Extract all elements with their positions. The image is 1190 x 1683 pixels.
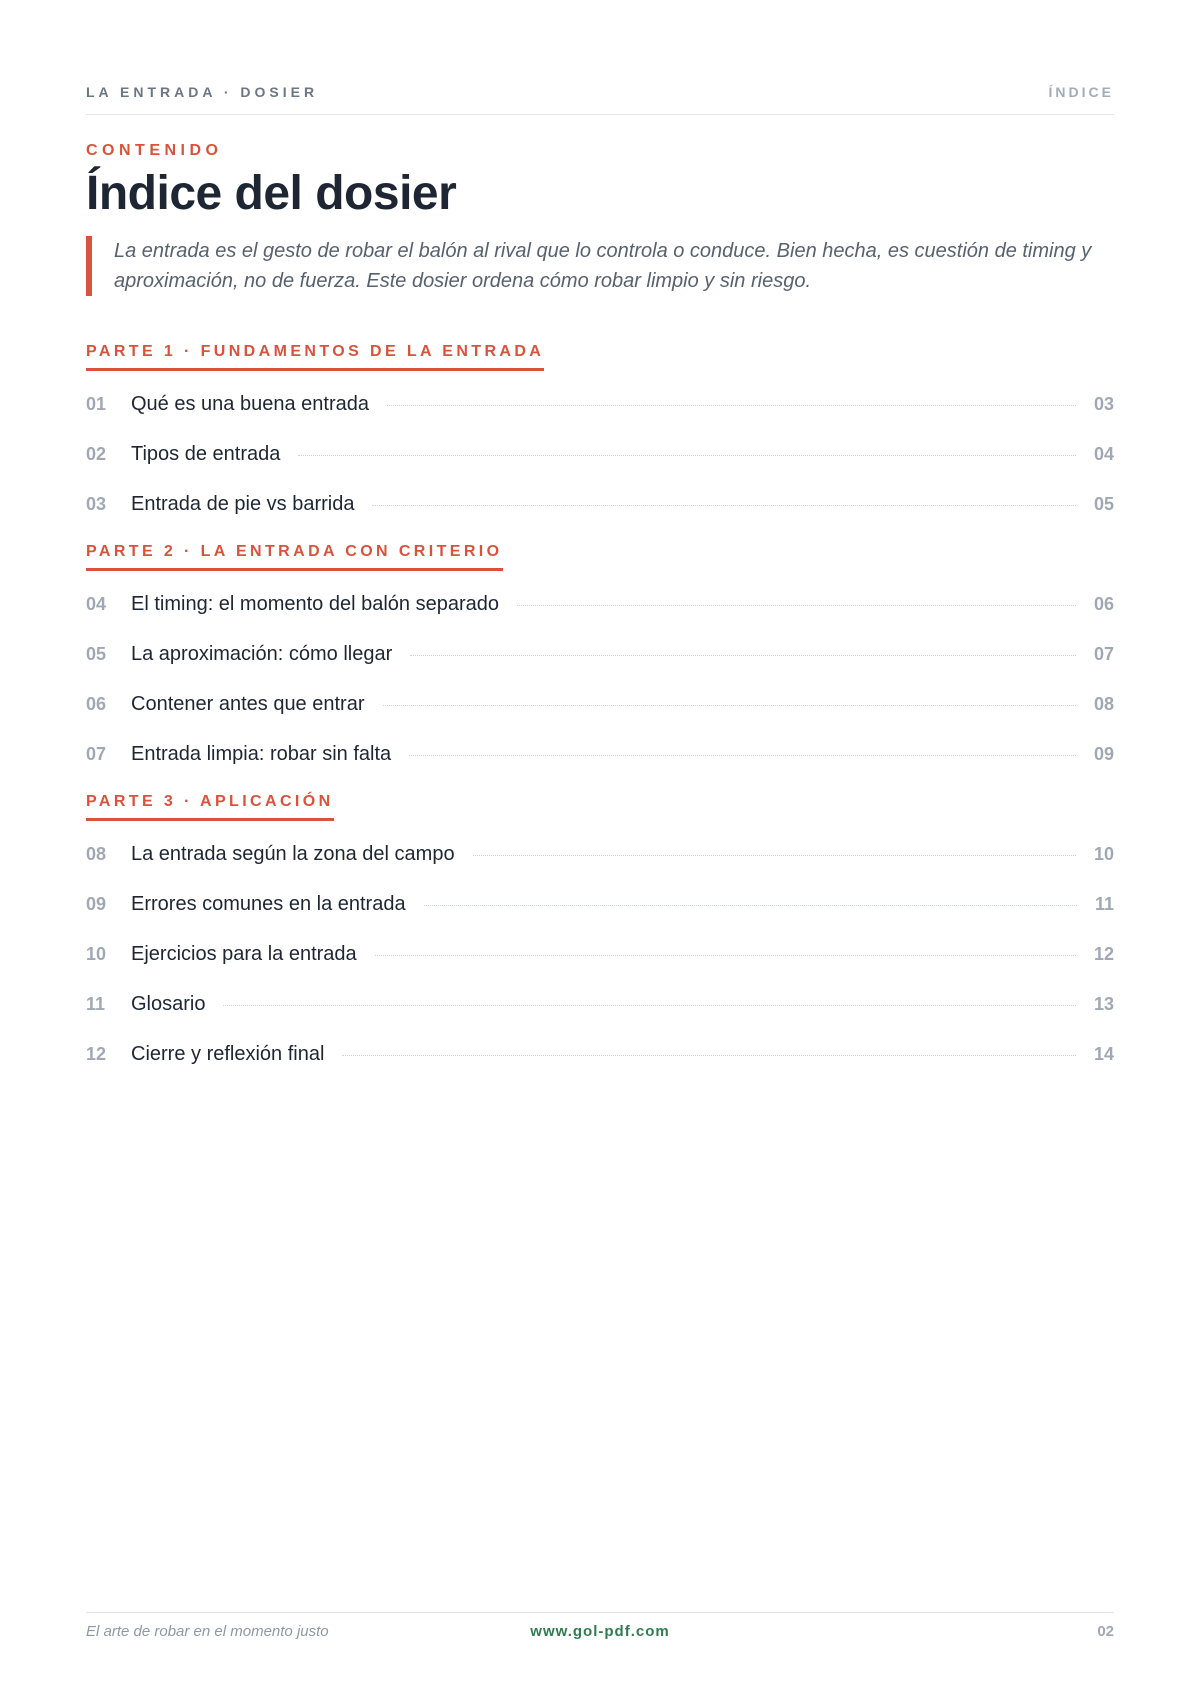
toc-entry[interactable]	[86, 929, 1114, 979]
toc-entry[interactable]	[86, 379, 1114, 429]
section-heading: PARTE 3 · APLICACIÓN	[86, 793, 334, 821]
entry-number: 01	[86, 394, 107, 414]
running-header	[86, 84, 1114, 115]
toc-entry[interactable]	[86, 679, 1114, 729]
toc-entry[interactable]	[86, 479, 1114, 529]
entry-title: Cierre y reflexión final	[131, 1043, 325, 1065]
toc-entry[interactable]	[86, 579, 1114, 629]
running-footer	[86, 1612, 1114, 1653]
dot-leader	[387, 405, 1076, 406]
dot-leader	[410, 655, 1076, 656]
entry-title: Tipos de entrada	[131, 443, 281, 465]
footer-page-number: 02	[1097, 1623, 1114, 1640]
entry-number: 03	[86, 494, 107, 514]
entry-title: Entrada limpia: robar sin falta	[131, 743, 392, 765]
entry-title: Ejercicios para la entrada	[131, 943, 357, 965]
entry-title: Entrada de pie vs barrida	[131, 493, 355, 515]
dot-leader	[342, 1055, 1076, 1056]
dot-leader	[409, 755, 1076, 756]
entry-number: 02	[86, 444, 107, 464]
toc-section-3	[86, 793, 1114, 1079]
entry-title: La entrada según la zona del campo	[131, 843, 455, 865]
entry-page-number: 13	[1093, 994, 1114, 1014]
entry-title: Qué es una buena entrada	[131, 393, 369, 415]
entry-page-number: 14	[1093, 1044, 1114, 1064]
dot-leader	[383, 705, 1076, 706]
entry-title: La aproximación: cómo llegar	[131, 643, 393, 665]
intro-quote: La entrada es el gesto de robar el balón al rival que lo controla o conduce. Bien hecha, es cuestión de timing y aproximación, no de fuerza. Este dosier ordena cómo robar limpio y sin riesgo.	[86, 236, 1114, 296]
entry-title: Errores comunes en la entrada	[131, 893, 406, 915]
toc-entry[interactable]	[86, 629, 1114, 679]
entry-number: 04	[86, 594, 107, 614]
footer-tagline: El arte de robar en el momento justo	[86, 1623, 329, 1640]
entry-page-number: 04	[1093, 444, 1114, 464]
entry-number: 07	[86, 744, 107, 764]
toc-entry[interactable]	[86, 429, 1114, 479]
section-heading: PARTE 2 · LA ENTRADA CON CRITERIO	[86, 543, 503, 571]
table-of-contents	[86, 343, 1114, 1093]
header-publication-name: LA ENTRADA · DOSIER	[86, 84, 319, 100]
entry-number: 11	[86, 994, 106, 1014]
entry-page-number: 08	[1093, 694, 1114, 714]
entry-page-number: 09	[1093, 744, 1114, 764]
entry-page-number: 03	[1093, 394, 1114, 414]
section-heading: PARTE 1 · FUNDAMENTOS DE LA ENTRADA	[86, 343, 544, 371]
entry-number: 06	[86, 694, 107, 714]
entry-number: 08	[86, 844, 107, 864]
entry-page-number: 12	[1093, 944, 1114, 964]
toc-section-1	[86, 343, 1114, 529]
entry-page-number: 10	[1093, 844, 1114, 864]
entry-page-number: 06	[1093, 594, 1114, 614]
toc-section-2	[86, 543, 1114, 779]
toc-entry[interactable]	[86, 829, 1114, 879]
toc-entry[interactable]	[86, 979, 1114, 1029]
entry-number: 12	[86, 1044, 107, 1064]
dot-leader	[473, 855, 1076, 856]
dot-leader	[375, 955, 1076, 956]
entry-number: 10	[86, 944, 107, 964]
entry-title: Contener antes que entrar	[131, 693, 365, 715]
dot-leader	[223, 1005, 1075, 1006]
page-title: Índice del dosier	[86, 167, 457, 220]
entry-title: Glosario	[131, 993, 206, 1015]
dot-leader	[372, 505, 1076, 506]
toc-entry[interactable]	[86, 1029, 1114, 1079]
entry-page-number: 05	[1093, 494, 1114, 514]
dot-leader	[424, 905, 1077, 906]
dot-leader	[517, 605, 1076, 606]
document-page	[86, 0, 1114, 1683]
entry-number: 09	[86, 894, 107, 914]
header-section-name: ÍNDICE	[1048, 84, 1114, 100]
dot-leader	[298, 455, 1076, 456]
toc-entry[interactable]	[86, 879, 1114, 929]
footer-website-link[interactable]: www.gol-pdf.com	[530, 1623, 670, 1640]
entry-title: El timing: el momento del balón separado	[131, 593, 499, 615]
entry-number: 05	[86, 644, 107, 664]
eyebrow-label: CONTENIDO	[86, 142, 223, 159]
toc-entry[interactable]	[86, 729, 1114, 779]
entry-page-number: 07	[1093, 644, 1114, 664]
entry-page-number: 11	[1094, 894, 1114, 914]
